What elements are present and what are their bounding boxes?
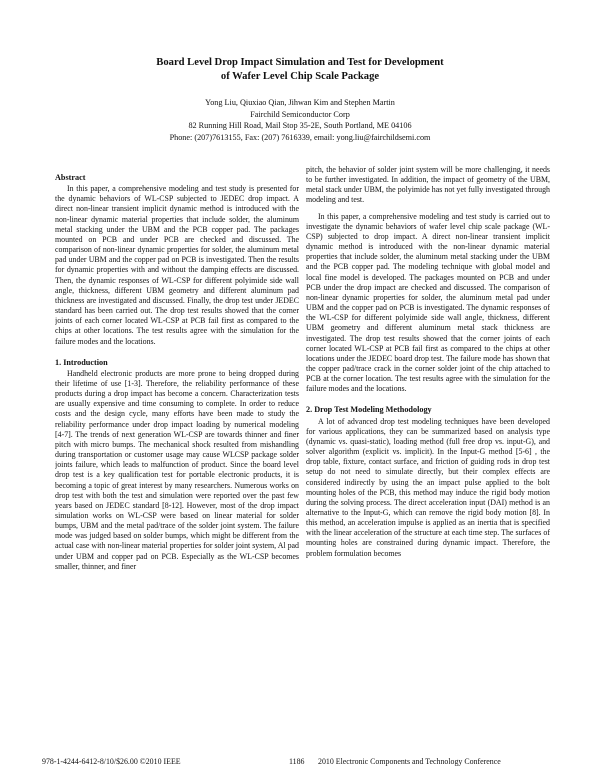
- title-line-1: Board Level Drop Impact Simulation and Test for Development: [156, 57, 444, 68]
- title-line-2: of Wafer Level Chip Scale Package: [220, 71, 380, 82]
- author-contact: Phone: (207)7613155, Fax: (207) 7616339, email: yong.liu@fairchildsemi.com: [169, 132, 431, 142]
- methodology-text: A lot of advanced drop test modeling techniques have been developed for various applications, they can be summarized based on analysis type (dynamic vs. quasi-static), loading method (full free drop vs. input-G), and solver algorithm (explicit vs. implicit). In the Input-G method [5-6] , the drop table, fixture, contact surface, and friction of guiding rods in drop test setup do not need to simulate directly, but their complex effects are considered indirectly by using the an impact pulse applied to the bolt mounting holes of the PCB, this method may induce the rigid body motion during the solving process. The direct acceleration input (DAI) method is an alternative to the Input-G, which can remove the rigid body motion [8]. In this method, an acceleration impulse is applied as an inertia that is specified with the linear acceleration of the structure at each time step. The surfaces of mounting holes are constrained during dynamic impact. Therefore, the problem formulation becomes: [306, 416, 550, 558]
- paper-title: [60, 56, 540, 84]
- footer-conference: 2010 Electronic Components and Technology Conference: [318, 757, 501, 766]
- methodology-heading: 2. Drop Test Modeling Methodology: [306, 405, 432, 415]
- author-names: Yong Liu, Qiuxiao Qian, Jihwan Kim and Stephen Martin: [205, 98, 395, 107]
- footer-page-number: 1186: [289, 757, 305, 766]
- right-column: [306, 165, 550, 721]
- introduction-heading: 1. Introduction: [55, 357, 108, 367]
- introduction-text-right-2: In this paper, a comprehensive modeling and test study is carried out to investigate the dynamic behaviors of wafer level chip scale package (WL-CSP) subjected to drop impact. A direct non-linear transient implicit dynamic method is introduced with the non-linear dynamic material properties that include solder, the aluminum metal stacking under the UBM and the PCB copper pad. The modeling technique with global model and local fine model is developed. The packages mounted on PCB and under PCB under the drop impact are checked and discussed. The comparison of non-linear dynamic properties for solder, the aluminum metal pad under UBM and the copper pad on PCB is investigated. The dynamic responses of the WL-CSP for different polyimide side wall angle, thickness, different UBM geometry and different aluminum metal stack thickness are investigated. The drop test results showed that the corner joints of each corner located WL-CSP at PCB fail first as compared to the chips at other locations under the JEDEC board drop test. The failure mode has shown that the copper pad/trace crack in the corner solder joint of the chip attached to PCB at the corner location. The test results agree with the simulation for the failure modes and the locations.: [306, 211, 550, 394]
- author-affiliation: Fairchild Semiconductor Corp: [250, 109, 350, 119]
- author-block: [60, 97, 540, 143]
- abstract-heading: Abstract: [55, 173, 86, 182]
- left-column: [55, 173, 299, 729]
- author-address: 82 Running Hill Road, Mail Stop 35-2E, South Portland, ME 04106: [188, 121, 412, 130]
- abstract-text: In this paper, a comprehensive modeling and test study is presented for the dynamic behaviors of WL-CSP subjected to JEDEC drop impact. A direct non-linear transient implicit dynamic method is introduced with the non-linear dynamic material properties that include solder, the aluminum metal stacking under the UBM and the PCB copper pad. The packages mounted on PCB and under PCB are checked and discussed. The comparison of non-linear dynamic properties for solder, the aluminum metal pad under UBM and the copper pad on PCB is investigated. Then the results for dynamic properties with and without the damping effects are discussed. Then, the dynamic responses of WL-CSP for different polyimide side wall angle, thickness, different UBM geometry and different aluminum pad thickness are investigated and discussed. Finally, the drop test under JEDEC standard has been carried out. The drop test results showed that the corner joints of each corner located WL-CSP at PCB fail first as compared to the chips at other locations. The test results agree with the simulation for the failure modes and the locations.: [55, 184, 299, 346]
- introduction-text-left: Handheld electronic products are more prone to being dropped during their lifetime of use [1-3]. Therefore, the reliability performance of these products during a drop impact has become a concern. Characterization tests are usually expensive and time consuming to complete. In order to reduce costs and the design cycle, many efforts have been made to study the reliability performance under drop impact loading by numerical modeling [4-7]. The trends of next generation WL-CSP are towards thinner and finer pitch with micro bumps. The mechanical shock resulted from mishandling during transportation or customer usage may cause WLCSP package solder joints failure, which leads to malfunction of product. Since the board level drop test is a key qualification test for portable electronic products, it is becoming a topic of great interest by many researchers. Numerous works on drop test with both the test and simulation were reported over the past few years based on JEDEC standard [8-12]. However, most of the drop impact simulation works on WL-CSP were based on linear material for solder bumps, UBM and the metal pad/trace of the solder joint system. The failure mode was judged based on solder bumps, which might be different from the actual case with non-linear material properties for solder joint system, Al pad under UBM and copper pad on PCB. Especially as the WL-CSP becomes smaller, thinner, and finer: [55, 368, 299, 571]
- footer-isbn: 978-1-4244-6412-8/10/$26.00 ©2010 IEEE: [42, 757, 181, 766]
- introduction-text-right: pitch, the behavior of solder joint system will be more challenging, it needs to be further investigated. In addition, the impact of geometry of the UBM, metal stack under UBM, the polyimide has not yet fully investigated through modeling and test.: [306, 165, 550, 205]
